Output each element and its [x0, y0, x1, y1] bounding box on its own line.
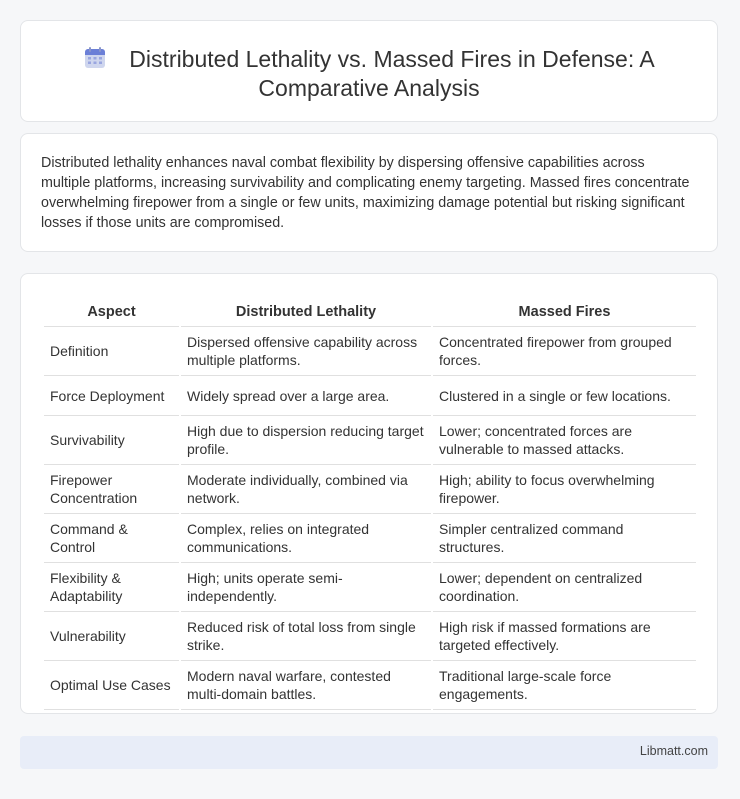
aspect-cell: Force Deployment — [44, 376, 179, 416]
table-header-row — [44, 294, 696, 327]
intro-card — [20, 133, 718, 252]
massed-cell: High; ability to focus overwhelming firepower. — [433, 465, 696, 514]
aspect-cell: Definition — [44, 327, 179, 376]
distributed-cell: Complex, relies on integrated communications. — [181, 514, 431, 563]
table-row — [44, 563, 696, 612]
massed-cell: Concentrated firepower from grouped forces. — [433, 327, 696, 376]
distributed-cell: Moderate individually, combined via network. — [181, 465, 431, 514]
comparison-table — [42, 294, 698, 710]
massed-cell: Simpler centralized command structures. — [433, 514, 696, 563]
calendar-icon — [83, 46, 107, 70]
massed-cell: Clustered in a single or few locations. — [433, 376, 696, 416]
header-massed-fires: Massed Fires — [433, 294, 696, 327]
massed-cell: High risk if massed formations are targeted effectively. — [433, 612, 696, 661]
massed-cell: Lower; dependent on centralized coordination. — [433, 563, 696, 612]
aspect-cell: Command & Control — [44, 514, 179, 563]
table-row — [44, 514, 696, 563]
aspect-cell: Flexibility & Adaptability — [44, 563, 179, 612]
header-card — [20, 20, 718, 122]
distributed-cell: Widely spread over a large area. — [181, 376, 431, 416]
distributed-cell: Reduced risk of total loss from single strike. — [181, 612, 431, 661]
title-text: Distributed Lethality vs. Massed Fires in Defense: A Comparative Analysis — [129, 46, 655, 101]
distributed-cell: Dispersed offensive capability across multiple platforms. — [181, 327, 431, 376]
table-row — [44, 376, 696, 416]
footer-brand[interactable]: Libmatt.com — [639, 744, 708, 758]
aspect-cell: Survivability — [44, 416, 179, 465]
page-title — [21, 45, 717, 103]
table-row — [44, 465, 696, 514]
distributed-cell: High; units operate semi-independently. — [181, 563, 431, 612]
header-distributed-lethality: Distributed Lethality — [181, 294, 431, 327]
massed-cell: Traditional large-scale force engagements. — [433, 661, 696, 710]
header-aspect: Aspect — [44, 294, 179, 327]
table-row — [44, 661, 696, 710]
table-row — [44, 416, 696, 465]
aspect-cell: Firepower Concentration — [44, 465, 179, 514]
distributed-cell: High due to dispersion reducing target profile. — [181, 416, 431, 465]
distributed-cell: Modern naval warfare, contested multi-domain battles. — [181, 661, 431, 710]
comparison-card — [20, 273, 718, 714]
table-row — [44, 612, 696, 661]
footer-bar — [20, 736, 718, 769]
aspect-cell: Optimal Use Cases — [44, 661, 179, 710]
intro-text: Distributed lethality enhances naval combat flexibility by dispersing offensive capabilities across multiple platforms, increasing survivability and complicating enemy targeting. Massed fires concentrate overwhelming firepower from a single or few units, maximizing damage potential but risking significant losses if those units are compromised. — [41, 155, 690, 231]
massed-cell: Lower; concentrated forces are vulnerable to massed attacks. — [433, 416, 696, 465]
table-row — [44, 327, 696, 376]
aspect-cell: Vulnerability — [44, 612, 179, 661]
